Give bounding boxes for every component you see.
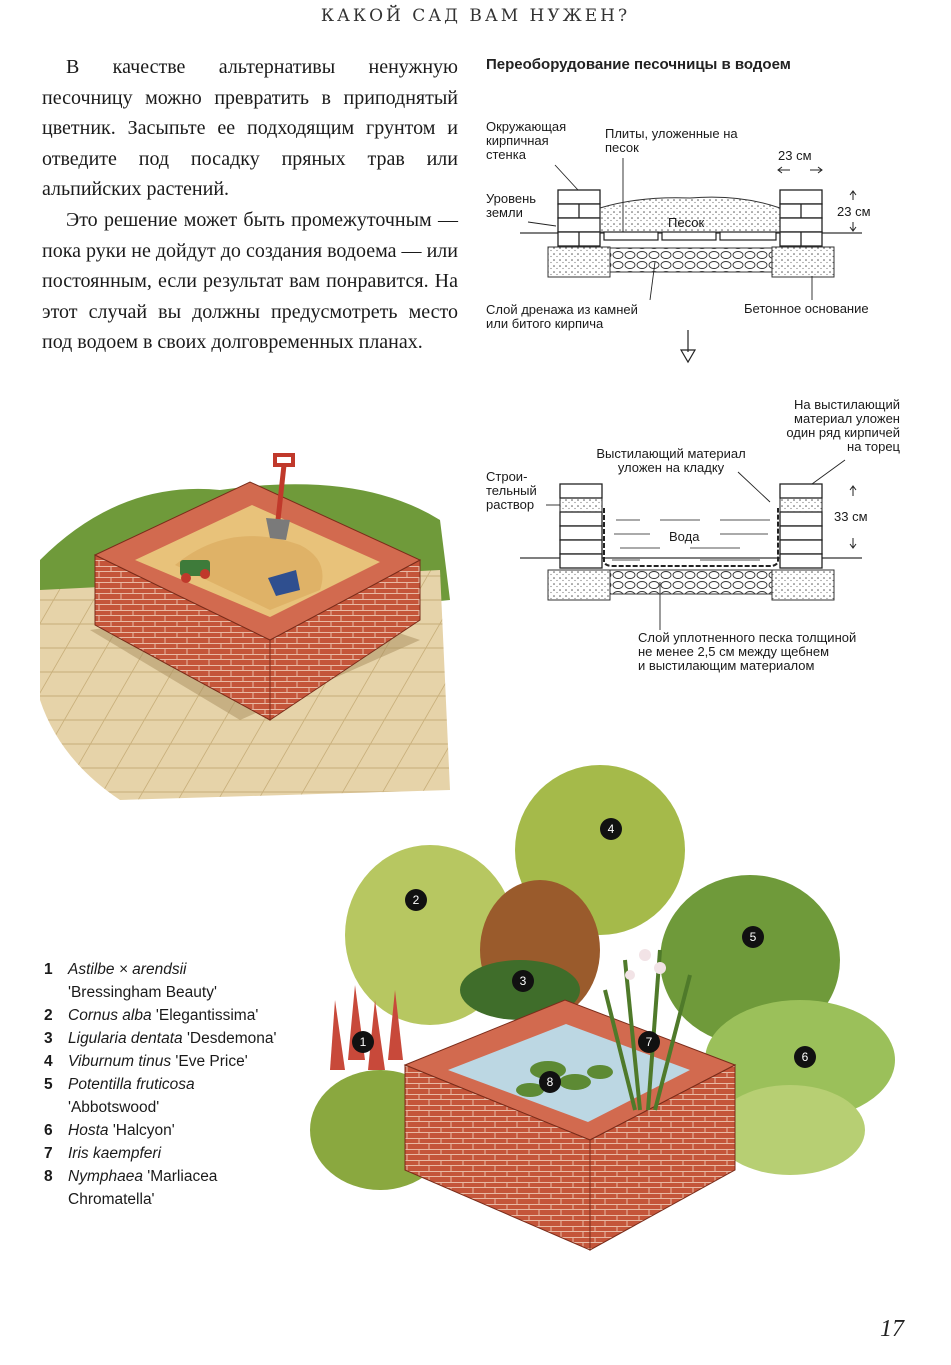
label-slabs: Плиты, уложенные на песок bbox=[605, 126, 738, 155]
paragraph-2: Это решение может быть промежуточным — пока руки не дойдут до создания водоема — или постоянным, если результат вам понравится. На этот случай вы должны предусмотреть место под водоем в своих долговременных планах. bbox=[42, 208, 458, 354]
legend-item: 2 Cornus alba 'Elegantissima' bbox=[44, 1007, 259, 1024]
page-number: 17 bbox=[880, 1316, 904, 1342]
legend-item: 4 Viburnum tinus 'Eve Price' bbox=[44, 1053, 248, 1070]
svg-text:4: 4 bbox=[607, 822, 615, 836]
label-sand-layer: Слой уплотненного песка толщиной не менее 2,5 см между щебнем и выстилающим материалом bbox=[638, 630, 857, 673]
svg-text:7: 7 bbox=[645, 1035, 653, 1049]
svg-text:1: 1 bbox=[359, 1035, 367, 1049]
label-height: 23 см bbox=[837, 204, 871, 219]
svg-text:3: 3 bbox=[519, 974, 527, 988]
label-top-course: На выстилающий материал уложен один ряд кирпичей на торец bbox=[786, 397, 900, 454]
legend-item: 6 Hosta 'Halcyon' bbox=[44, 1122, 175, 1139]
running-head: КАКОЙ САД ВАМ НУЖЕН? bbox=[320, 6, 631, 26]
svg-text:5: 5 bbox=[749, 930, 757, 944]
label-ground: Уровень земли bbox=[486, 191, 537, 220]
legend-item: 8 Nymphaea 'Marliacea Chromatella' bbox=[44, 1168, 218, 1208]
label-water: Вода bbox=[669, 529, 700, 544]
label-liner: Выстилающий материал уложен на кладку bbox=[596, 446, 746, 475]
svg-text:6: 6 bbox=[801, 1050, 809, 1064]
legend-item: 5 Potentilla fruticosa 'Abbotswood' bbox=[44, 1076, 195, 1116]
diagram-title: Переоборудование песочницы в водоем bbox=[486, 56, 791, 73]
label-sand: Песок bbox=[668, 215, 705, 230]
svg-text:8: 8 bbox=[546, 1075, 554, 1089]
label-wall: Окружающая кирпичная стенка bbox=[486, 119, 567, 162]
label-mortar: Строи- тельный раствор bbox=[486, 469, 537, 512]
label-pond-height: 33 см bbox=[834, 509, 868, 524]
legend-item: 3 Ligularia dentata 'Desdemona' bbox=[44, 1030, 277, 1047]
label-width: 23 см bbox=[778, 148, 812, 163]
paragraph-1: В качестве альтернативы ненужную песочницу можно превратить в приподнятый цветник. Засыпьте ее подходящим грунтом и отведите под посадку пряных трав или альпийских растений. bbox=[42, 56, 458, 201]
legend-item: 7 Iris kaempferi bbox=[44, 1145, 162, 1162]
legend-item: 1 Astilbe × arendsii 'Bressingham Beauty' bbox=[44, 961, 217, 1001]
label-concrete: Бетонное основание bbox=[744, 301, 869, 316]
svg-text:2: 2 bbox=[412, 893, 420, 907]
label-drainage: Слой дренажа из камней или битого кирпича bbox=[486, 302, 638, 331]
plant-legend bbox=[44, 958, 334, 1211]
